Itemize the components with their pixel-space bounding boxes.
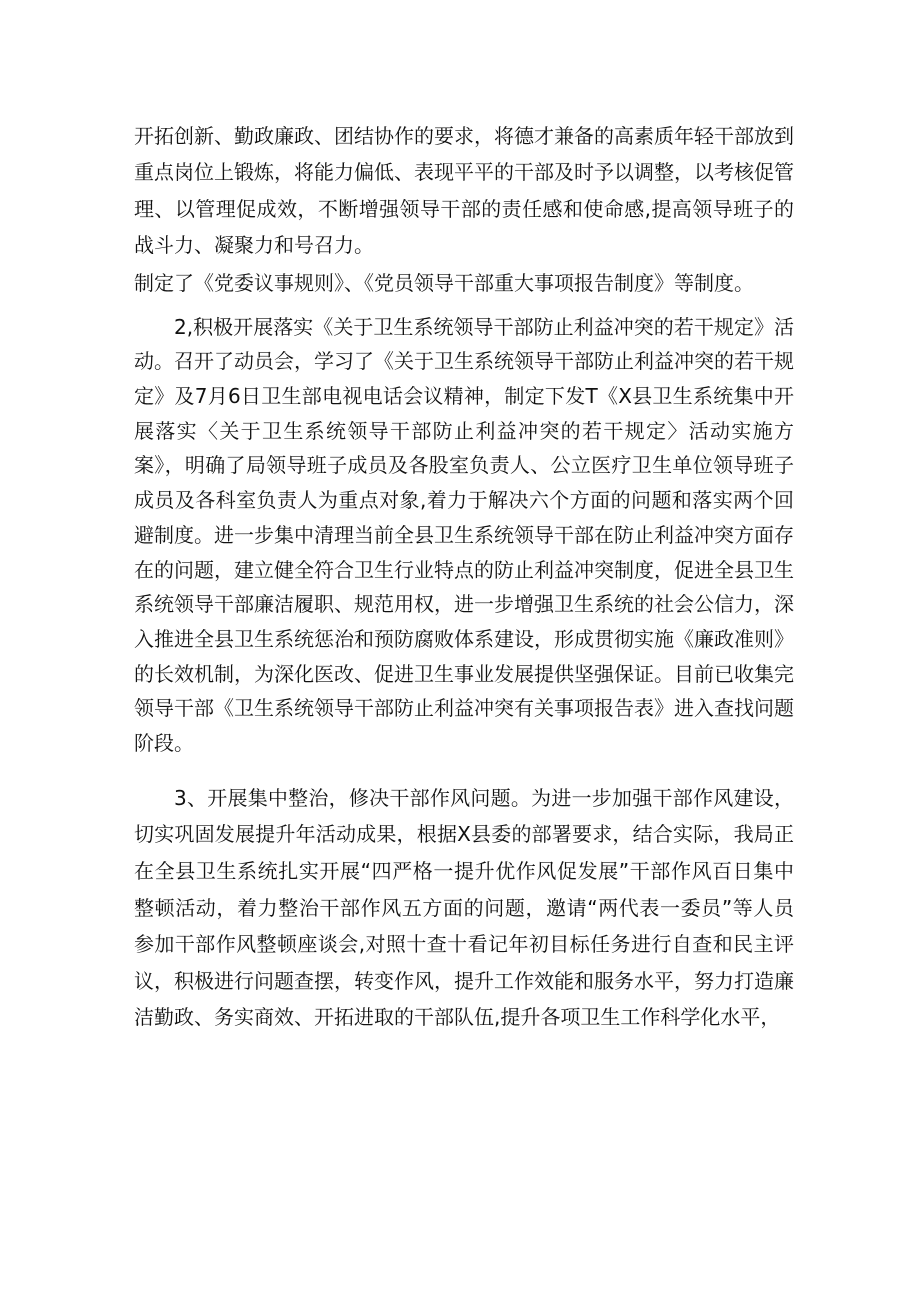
document-body [134,118,794,1036]
paragraph-rules-formulated: 制定了《党委议事规则》、《党员领导干部重大事项报告制度》等制度。 [134,270,754,295]
paragraph-work-style-rectification: 3、开展集中整治，修决干部作风问题。为进一步加强干部作风建设，切实巩固发展提升年活动成果，根据X县委的部署要求，结合实际，我局正在全县卫生系统扎实开展“四严格一提升优作风促发展”干部作风百日集中整顿活动，着力整治干部作风五方面的问题，邀请“两代表一委员”等人员参加干部作风整顿座谈会,对照十查十看记年初目标任务进行自查和民主评议，积极进行问题查摆，转变作风，提升工作效能和服务水平，努力打造廉洁勤政、务实商效、开拓进取的干部队伍,提升各项卫生工作科学化水平， [134,785,794,1030]
paragraph-cadre-evaluation: 开拓创新、勤政廉政、团结协作的要求，将德才兼备的高素质年轻干部放到重点岗位上锻炼，将能力偏低、表现平平的干部及时予以调整，以考核促管理、以管理促成效，不断增强领导干部的责任感和使命感,提高领导班子的战斗力、凝聚力和号召力。 [134,124,794,258]
paragraph-conflict-of-interest: 2,积极开展落实《关于卫生系统领导干部防止利益冲突的若干规定》活动。召开了动员会，学习了《关于卫生系统领导干部防止利益冲突的若干规定》及7月6日卫生部电视电话会议精神，制定下发T《X县卫生系统集中开展落实〈关于卫生系统领导干部防止利益冲突的若干规定〉活动实施方案》，明确了局领导班子成员及各股室负责人、公立医疗卫生单位领导班子成员及各科室负责人为重点对象,着力于解决六个方面的问题和落实两个回避制度。进一步集中清理当前全县卫生系统领导干部在防止利益冲突方面存在的问题，建立健全符合卫生行业特点的防止利益冲突制度，促进全县卫生系统领导干部廉洁履职、规范用权，进一步增强卫生系统的社会公信力，深入推进全县卫生系统惩治和预防腐败体系建设，形成贯彻实施《廉政准则》的长效机制，为深化医改、促进卫生事业发展提供坚强保证。目前已收集完领导干部《卫生系统领导干部防止利益冲突有关事项报告表》进入查找问题阶段。 [134,314,794,756]
